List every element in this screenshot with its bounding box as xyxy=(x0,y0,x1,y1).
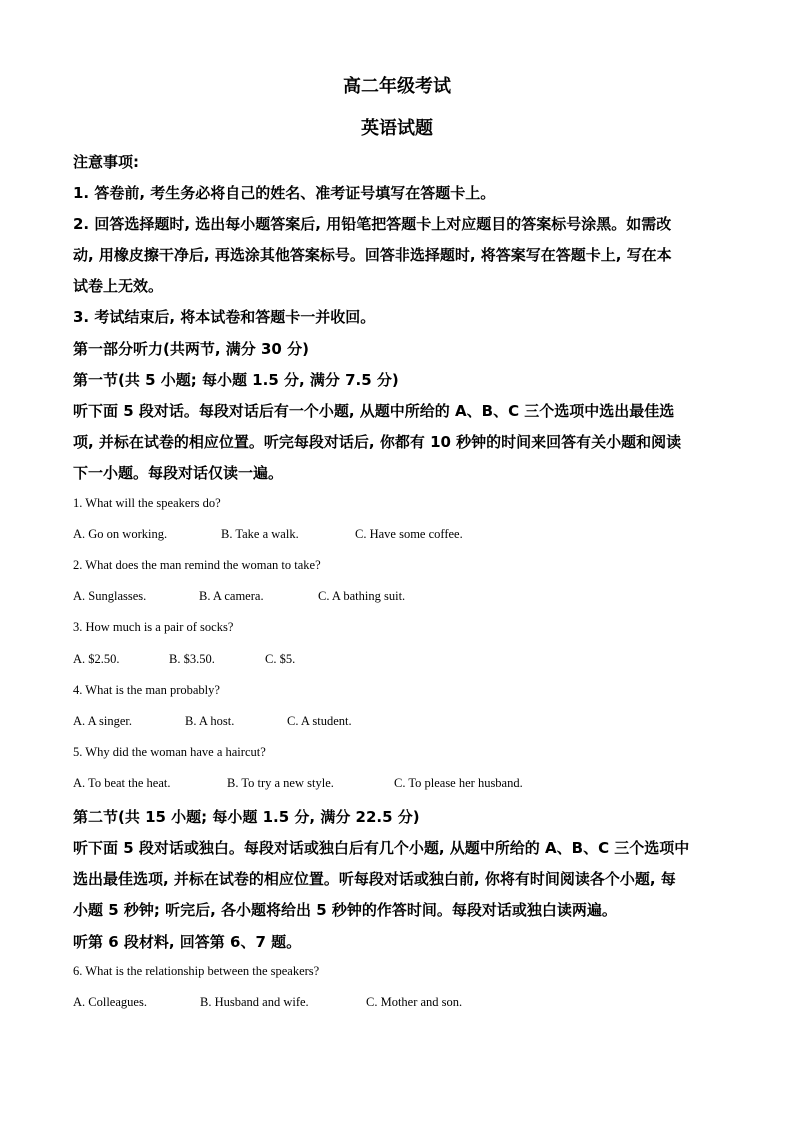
exam-subtitle: 英语试题 xyxy=(361,118,433,139)
section2-heading: 第二节(共 15 小题; 每小题 1.5 分, 满分 22.5 分) xyxy=(73,808,420,826)
notice-heading: 注意事项: xyxy=(73,153,139,171)
question-2-option-a: A. Sunglasses. xyxy=(73,589,147,603)
question-4-option-b: B. A host. xyxy=(185,714,235,728)
question-1-text: 1. What will the speakers do? xyxy=(73,496,221,510)
notice-item-1: 1. 答卷前, 考生务必将自己的姓名、准考证号填写在答题卡上。 xyxy=(73,184,496,202)
question-4-option-a: A. A singer. xyxy=(73,714,133,728)
question-2-option-b: B. A camera. xyxy=(199,589,264,603)
question-6-option-b: B. Husband and wife. xyxy=(200,995,309,1009)
question-3-option-a: A. $2.50. xyxy=(73,652,120,666)
exam-title: 高二年级考试 xyxy=(343,76,451,97)
material-6-heading: 听第 6 段材料, 回答第 6、7 题。 xyxy=(73,933,302,951)
question-3-option-b: B. $3.50. xyxy=(169,652,215,666)
notice-item-2-line-2: 动, 用橡皮擦干净后, 再选涂其他答案标号。回答非选择题时, 将答案写在答题卡上, 写在本 xyxy=(73,246,672,264)
question-5-option-c: C. To please her husband. xyxy=(394,776,523,790)
notice-item-2-line-1: 2. 回答选择题时, 选出每小题答案后, 用铅笔把答题卡上对应题目的答案标号涂黑。如需改 xyxy=(73,215,672,233)
section2-instruction-line-1: 听下面 5 段对话或独白。每段对话或独白后有几个小题, 从题中所给的 A、B、C 三个选项中 xyxy=(73,839,690,857)
question-2-text: 2. What does the man remind the woman to take? xyxy=(73,558,321,572)
question-6-option-a: A. Colleagues. xyxy=(73,995,147,1009)
question-4-text: 4. What is the man probably? xyxy=(73,683,220,697)
question-5-option-b: B. To try a new style. xyxy=(227,776,334,790)
question-5-option-a: A. To beat the heat. xyxy=(73,776,171,790)
section1-instruction-line-1: 听下面 5 段对话。每段对话后有一个小题, 从题中所给的 A、B、C 三个选项中选出最佳选 xyxy=(73,402,675,420)
notice-item-2-line-3: 试卷上无效。 xyxy=(73,277,164,295)
question-1-option-a: A. Go on working. xyxy=(73,527,168,541)
section1-instruction-line-2: 项, 并标在试卷的相应位置。听完每段对话后, 你都有 10 秒钟的时间来回答有关小题和阅读 xyxy=(73,433,682,451)
section2-instruction-line-3: 小题 5 秒钟; 听完后, 各小题将给出 5 秒钟的作答时间。每段对话或独白读两遍。 xyxy=(73,901,617,919)
question-4-option-c: C. A student. xyxy=(287,714,352,728)
section1-instruction-line-3: 下一小题。每段对话仅读一遍。 xyxy=(73,464,284,482)
question-6-text: 6. What is the relationship between the speakers? xyxy=(73,964,320,978)
section1-heading: 第一节(共 5 小题; 每小题 1.5 分, 满分 7.5 分) xyxy=(73,371,399,389)
question-5-text: 5. Why did the woman have a haircut? xyxy=(73,745,266,759)
question-6-option-c: C. Mother and son. xyxy=(366,995,463,1009)
question-3-option-c: C. $5. xyxy=(265,652,296,666)
notice-item-3: 3. 考试结束后, 将本试卷和答题卡一并收回。 xyxy=(73,308,376,326)
question-1-option-c: C. Have some coffee. xyxy=(355,527,463,541)
question-2-option-c: C. A bathing suit. xyxy=(318,589,406,603)
part1-heading: 第一部分听力(共两节, 满分 30 分) xyxy=(73,340,309,358)
question-1-option-b: B. Take a walk. xyxy=(221,527,299,541)
section2-instruction-line-2: 选出最佳选项, 并标在试卷的相应位置。听每段对话或独白前, 你将有时间阅读各个小题, 每 xyxy=(73,870,676,888)
question-3-text: 3. How much is a pair of socks? xyxy=(73,620,234,634)
